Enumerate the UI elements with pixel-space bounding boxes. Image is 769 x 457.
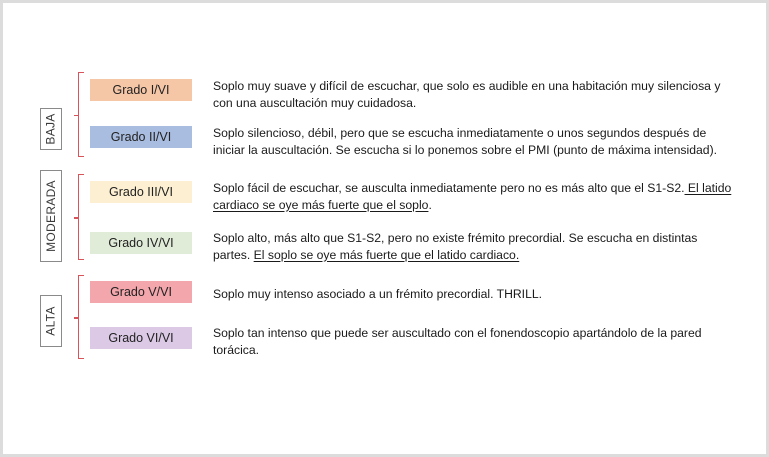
bracket-moderada bbox=[78, 174, 84, 260]
group-label-alta: ALTA bbox=[40, 295, 62, 347]
grade-box-2: Grado II/VI bbox=[90, 126, 192, 148]
grade-box-3: Grado III/VI bbox=[90, 181, 192, 203]
grade-box-4: Grado IV/VI bbox=[90, 232, 192, 254]
grade-box-5: Grado V/VI bbox=[90, 281, 192, 303]
grade-box-1: Grado I/VI bbox=[90, 79, 192, 101]
grade-box-6: Grado VI/VI bbox=[90, 327, 192, 349]
bracket-baja bbox=[78, 72, 84, 157]
emphasis-underline: El soplo se oye más fuerte que el latido cardiaco. bbox=[253, 247, 520, 262]
grade-description-5: Soplo muy intenso asociado a un frémito precordial. THRILL. bbox=[213, 287, 543, 301]
grade-description-2: Soplo silencioso, débil, pero que se escucha inmediatamente o unos segundos después de iniciar la auscultación. Se escucha si lo ponemos sobre el PMI (punto de máxima intensidad). bbox=[213, 126, 718, 157]
group-label-moderada: MODERADA bbox=[40, 170, 62, 262]
group-label-baja: BAJA bbox=[40, 108, 62, 150]
emphasis-underline: El latido cardiaco se oye más fuerte que el soplo bbox=[213, 181, 732, 212]
bracket-alta bbox=[78, 275, 84, 359]
grade-description-1: Soplo muy suave y difícil de escuchar, que solo es audible en una habitación muy silenciosa y con una auscultación muy cuidadosa. bbox=[213, 79, 721, 110]
grade-description-3: Soplo fácil de escuchar, se ausculta inmediatamente pero no es más alto que el S1-S2. El latido cardiaco se oye más fuerte que el soplo. bbox=[213, 181, 732, 212]
grade-description-4: Soplo alto, más alto que S1-S2, pero no existe frémito precordial. Se escucha en distintas partes. El soplo se oye más fuerte que el latido cardiaco. bbox=[213, 231, 698, 262]
grade-description-6: Soplo tan intenso que puede ser auscultado con el fonendoscopio apartándolo de la pared torácica. bbox=[213, 326, 702, 357]
